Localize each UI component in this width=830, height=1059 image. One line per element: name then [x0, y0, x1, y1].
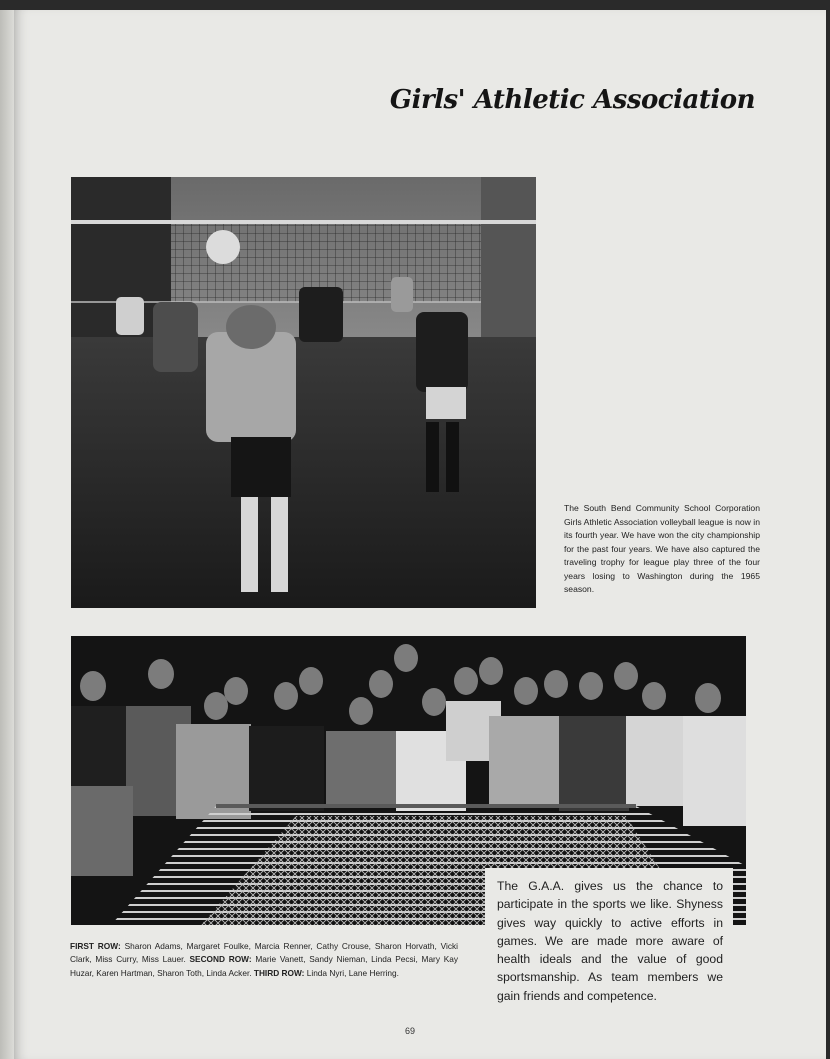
gaa-paragraph-box	[485, 868, 733, 1003]
roster-caption	[70, 940, 458, 980]
third-row-label: THIRD ROW:	[253, 967, 305, 978]
binding-edge	[0, 10, 14, 1059]
first-row-names: Sharon Adams, Margaret Foulke, Marcia Renner, Cathy Crouse, Sharon Horvath, Vicki Clark, Miss Curry, Miss Lauer.	[70, 941, 458, 965]
page-number: 69	[405, 1026, 416, 1036]
second-row-names: Marie Vanett, Sandy Nieman, Linda Pecsi, Mary Kay Huzar, Karen Hartman, Sharon Toth, Linda Acker.	[70, 954, 458, 978]
page-title: Girls' Athletic Association	[389, 85, 755, 115]
volleyball-caption: The South Bend Community School Corporation Girls Athletic Association volleyball league is now in its fourth year. We have won the city championship for the past four years. We have also captured the traveling trophy for league play three of the four years losing to Washington during the 1965 season.	[564, 503, 760, 594]
first-row-label: FIRST ROW:	[70, 941, 121, 951]
second-row-label: SECOND ROW:	[189, 954, 252, 965]
third-row-names: Linda Nyri, Lane Herring.	[306, 967, 399, 978]
gaa-paragraph: The G.A.A. gives us the chance to participate in the sports we like. Shyness gives way quickly to active efforts in games. We are made more aware of health ideals and the value of good sportsmanship. As team members we gain friends and competence.	[497, 879, 723, 1003]
volleyball-game-photo	[71, 177, 536, 608]
volleyball-photo-drawing	[71, 177, 536, 608]
